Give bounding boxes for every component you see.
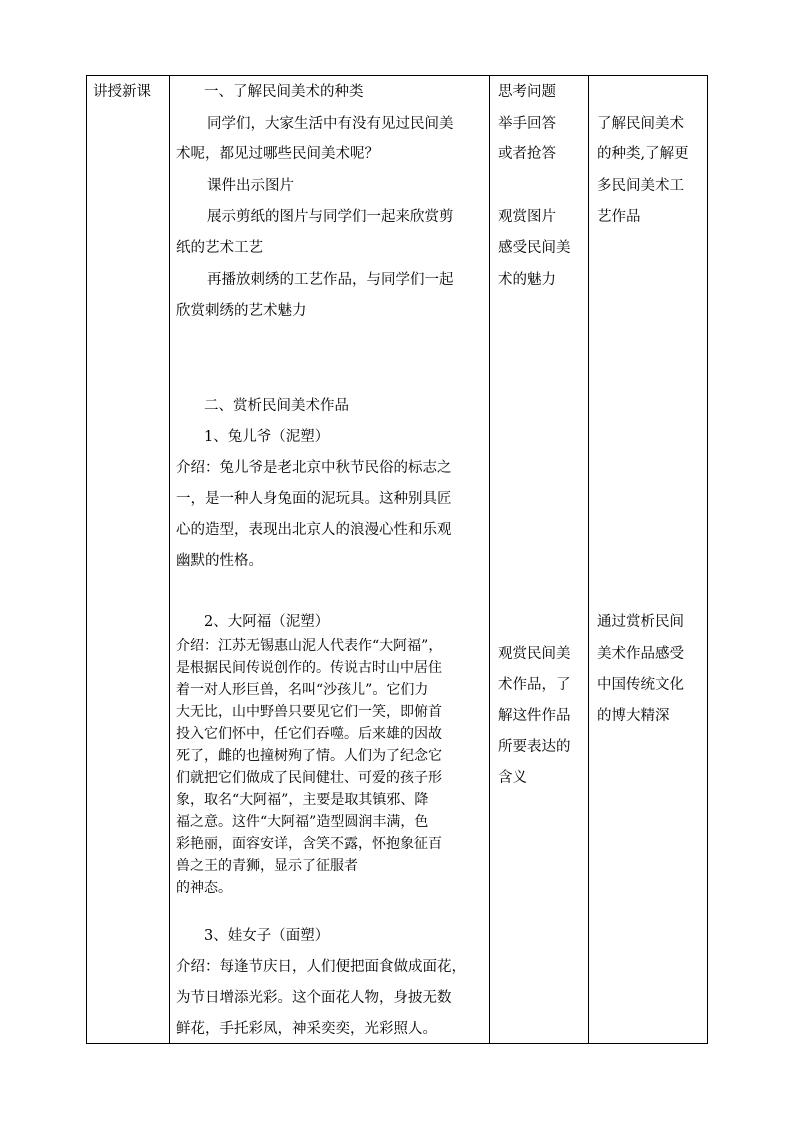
text-line: 的神态。	[176, 880, 232, 896]
text-line: 介绍：江苏无锡惠山泥人代表作“大阿福”，	[176, 638, 443, 654]
text-line: 着一对人形巨兽，名叫“沙孩儿”。它们力	[176, 682, 429, 698]
text-line: 再播放刺绣的工艺作品，与同学们一起	[207, 272, 454, 288]
text-line: 通过赏析民间	[597, 614, 684, 630]
text-line: 感受民间美	[498, 240, 571, 256]
text-line: 所要表达的	[498, 739, 571, 755]
text-line: 死了，雌的也撞树殉了情。人们为了纪念它	[176, 748, 442, 764]
text-line: 大无比，山中野兽只要见它们一笑，即俯首	[176, 704, 442, 720]
stage-label-cell	[87, 76, 170, 1044]
text-line: 欣赏刺绣的艺术魅力	[176, 303, 307, 319]
item1-title: 1、兔儿爷（泥塑）	[204, 429, 330, 445]
text-line: 或者抢答	[498, 146, 556, 162]
text-line: 术作品，了	[498, 677, 571, 693]
text-line: 幽默的性格。	[176, 553, 263, 569]
text-line: 术的魅力	[498, 272, 556, 288]
text-line: 美术作品感受	[597, 646, 684, 662]
student-activity-cell	[490, 76, 589, 1044]
text-line: 福之意。这件“大阿福”造型圆润丰满，色	[176, 814, 429, 830]
text-line: 术呢，都见过哪些民间美术呢？	[176, 146, 379, 162]
text-line: 彩艳丽，面容安详，含笑不露，怀抱象征百	[176, 836, 442, 852]
text-line: 们就把它们做成了民间健壮、可爱的孩子形	[176, 770, 442, 786]
text-line: 是根据民间传说创作的。传说古时山中居住	[176, 660, 442, 676]
text-line: 思考问题	[498, 84, 556, 100]
section2-heading: 二、赏析民间美术作品	[204, 398, 349, 414]
text-line: 象，取名“大阿福”，主要是取其镇邪、降	[176, 792, 429, 808]
text-line: 展示剪纸的图片与同学们一起来欣赏剪	[207, 209, 454, 225]
text-line: 同学们，大家生活中有没有见过民间美	[207, 116, 454, 132]
text-line: 一，是一种人身兔面的泥玩具。这种别具匠	[176, 491, 452, 507]
text-line: 的种类,了解更	[597, 146, 689, 162]
stage-label: 讲授新课	[93, 84, 151, 100]
text-line: 兽之王的青狮，显示了征服者	[176, 858, 358, 874]
item3-title: 3、娃女子（面塑）	[204, 928, 330, 944]
text-line: 纸的艺术工艺	[176, 240, 263, 256]
text-line: 鲜花，手托彩凤，神采奕奕，光彩照人。	[176, 1021, 437, 1037]
text-line: 艺作品	[597, 209, 641, 225]
text-line: 观赏图片	[498, 209, 556, 225]
teaching-content-cell	[170, 76, 490, 1044]
section1-heading: 一、了解民间美术的种类	[204, 84, 364, 100]
text-line: 观赏民间美	[498, 646, 571, 662]
text-line: 中国传统文化	[597, 677, 684, 693]
text-line: 介绍：兔儿爷是老北京中秋节民俗的标志之	[176, 460, 452, 476]
text-line: 的博大精深	[597, 708, 670, 724]
text-line: 举手回答	[498, 116, 556, 132]
lesson-plan-table	[86, 75, 708, 1044]
text-line: 投入它们怀中，任它们吞噬。后来雄的因故	[176, 726, 442, 742]
text-line: 为节日增添光彩。这个面花人物，身披无数	[176, 990, 452, 1006]
text-line: 含义	[498, 770, 527, 786]
text-line: 心的造型，表现出北京人的浪漫心性和乐观	[176, 522, 452, 538]
item2-title: 2、大阿福（泥塑）	[204, 614, 330, 630]
text-line: 多民间美术工	[597, 178, 684, 194]
text-line: 介绍：每逢节庆日，人们便把面食做成面花，	[176, 959, 466, 975]
text-line: 解这件作品	[498, 708, 571, 724]
table-row	[87, 76, 708, 1044]
design-intent-cell	[589, 76, 708, 1044]
text-line: 课件出示图片	[207, 178, 294, 194]
text-line: 了解民间美术	[597, 116, 684, 132]
